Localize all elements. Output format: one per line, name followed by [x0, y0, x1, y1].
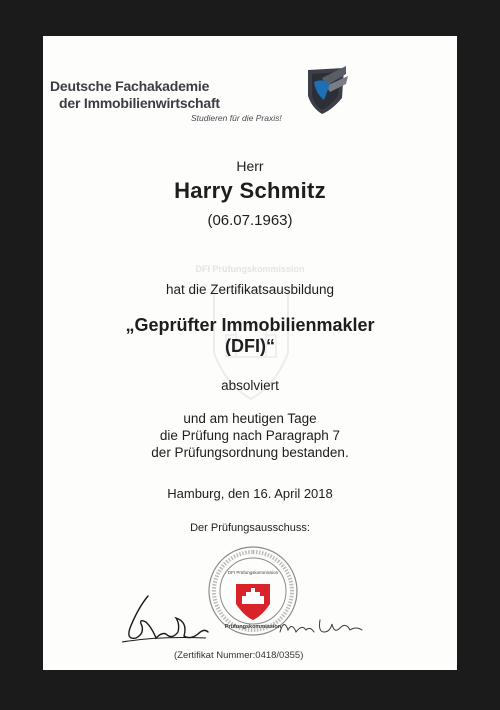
signature-1	[118, 588, 210, 648]
salutation: Herr	[236, 158, 264, 174]
place-date: Hamburg, den 16. April 2018	[167, 486, 333, 501]
signature-2	[276, 612, 366, 638]
logo-tagline: Studieren für die Praxis!	[191, 113, 282, 123]
watermark-text: DFI Prüfungskommission	[195, 264, 305, 274]
exam-line-2: die Prüfung nach Paragraph 7	[159, 428, 341, 443]
exam-statement	[43, 410, 457, 461]
exam-line-3: der Prüfungsordnung bestanden.	[151, 445, 349, 460]
certificate-number: (Zertifikat Nummer:0418/0355)	[174, 650, 304, 661]
qualification-title	[43, 315, 457, 357]
qualification-line-2: (DFI)“	[225, 336, 275, 356]
qualification-line-1: „Geprüfter Immobilienmakler	[125, 315, 375, 335]
seal-inner-text: DFI Prüfungskommission	[227, 570, 279, 575]
completed-text: absolviert	[221, 378, 279, 393]
intro-text: hat die Zertifikatsausbildung	[165, 282, 335, 297]
logo-line-1: Deutsche Fachakademie	[50, 78, 210, 94]
birthdate: (06.07.1963)	[207, 212, 293, 229]
exam-line-1: und am heutigen Tage	[183, 411, 317, 426]
committee-label: Der Prüfungsausschuss:	[190, 522, 310, 534]
logo-line-2: der Immobilienwirtschaft	[59, 95, 220, 111]
recipient-name: Harry Schmitz	[174, 178, 326, 203]
seal-bottom-text: Prüfungskommission	[224, 624, 282, 630]
shield-logo-icon	[302, 64, 350, 116]
